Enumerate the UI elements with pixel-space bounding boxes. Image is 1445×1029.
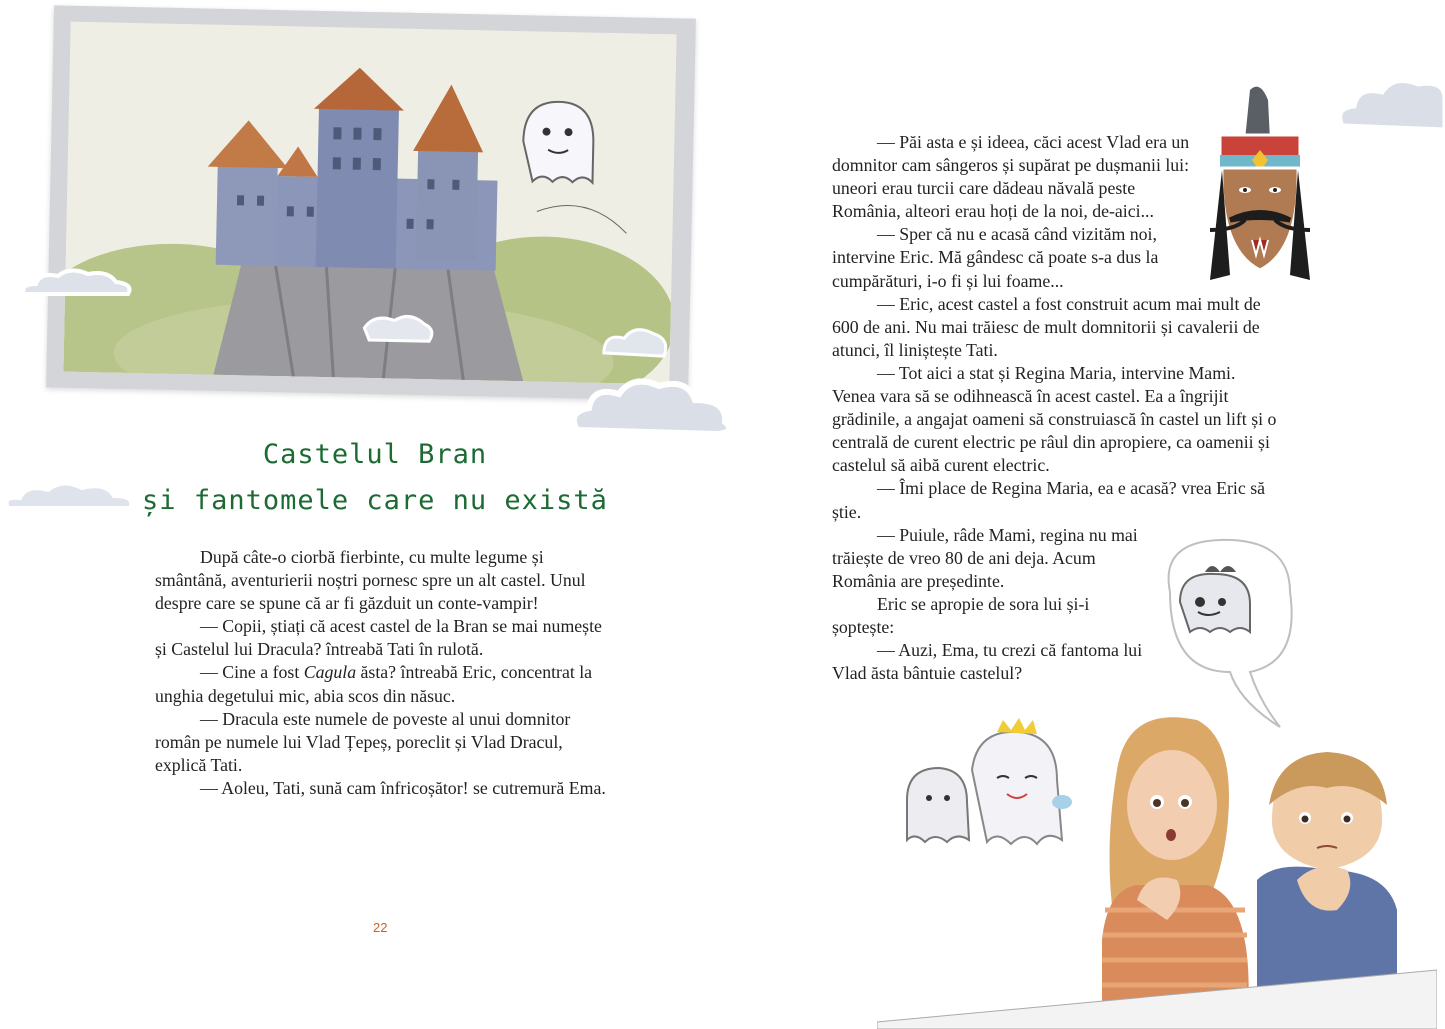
paragraph: — Copii, știați că acest castel de la Bran se mai numește și Castelul lui Dracula? întreabă Tati în rulotă. xyxy=(155,616,602,660)
paragraph: — Îmi place de Regina Maria, ea e acasă? vrea Eric să știe. xyxy=(832,478,1266,522)
paragraph: Eric se apropie de sora lui și-i șoptește: xyxy=(832,593,1090,637)
cloud-illustration xyxy=(0,476,140,516)
paragraph: — Aoleu, Tati, sună cam înfricoșător! se cutremură Ema. xyxy=(200,777,606,798)
paragraph: — Tot aici a stat și Regina Maria, intervine Mami. Venea vara să se odihnească în acest castel. Ea a îngrijit grădinile, a angajat oameni să construiască în castel un lift și o centrală de curent electric pe râul din apropiere, ca oamenii și castelul să aibă curent electric. xyxy=(832,362,1277,476)
chapter-title-line-1: Castelul Bran xyxy=(262,439,488,470)
paragraph: — Auzi, Ema, tu crezi că fantoma lui Vlad ăsta bântuie castelul? xyxy=(832,640,1143,684)
paragraph: — Păi asta e și ideea, căci acest Vlad era un domnitor cam sângeros și supărat pe dușmanii lui: uneori erau turcii care dădeau năvală peste România, alteori erau hoți de la noi, de-aici... xyxy=(832,132,1190,222)
cloud-illustration xyxy=(18,262,138,302)
paragraph: — Eric, acest castel a fost construit acum mai mult de 600 de ani. Nu mai trăiesc de mult domnitorii și cavalerii de atunci, îl liniștește Tati. xyxy=(832,293,1261,360)
left-page-text xyxy=(155,546,615,800)
left-page xyxy=(0,0,722,1029)
paragraph-part: — Cine a fost xyxy=(200,662,304,683)
page-number: 22 xyxy=(373,920,388,935)
bran-castle-illustration xyxy=(63,22,676,385)
cloud-illustration xyxy=(1334,68,1445,138)
italic-word: Cagula xyxy=(303,662,357,683)
paragraph: După câte-o ciorbă fierbinte, cu multe legume și smântână, aventurierii noștri pornesc spre un alt castel. Unul despre care se spune că ar fi găzduit un conte-vampir! xyxy=(155,547,586,614)
paragraph: — Sper că nu e acasă când vizităm noi, intervine Eric. Mă gândesc că poate s-a dus la cumpărături, i-o fi și lui foame... xyxy=(832,224,1159,291)
right-page xyxy=(722,0,1445,1029)
chapter-title xyxy=(140,432,610,524)
chapter-title-line-2: și fantomele care nu există xyxy=(142,485,608,516)
vlad-portrait-illustration xyxy=(1200,80,1320,300)
paragraph: — Dracula este numele de poveste al unui domnitor român pe numele lui Vlad Țepeș, poreclit și Vlad Dracul, explică Tati. xyxy=(155,708,571,775)
castle-photo-frame xyxy=(46,5,696,400)
paragraph-part: ăsta? întreabă Eric, concentrat la unghia degetului mic, abia scos din năsuc. xyxy=(155,662,593,706)
children-and-ghosts-illustration xyxy=(877,710,1437,1029)
paragraph: — Puiule, râde Mami, regina nu mai trăiește de vreo 80 de ani deja. Acum România are președinte. xyxy=(832,524,1138,591)
right-page-text xyxy=(832,131,1277,685)
paragraph xyxy=(155,661,615,707)
